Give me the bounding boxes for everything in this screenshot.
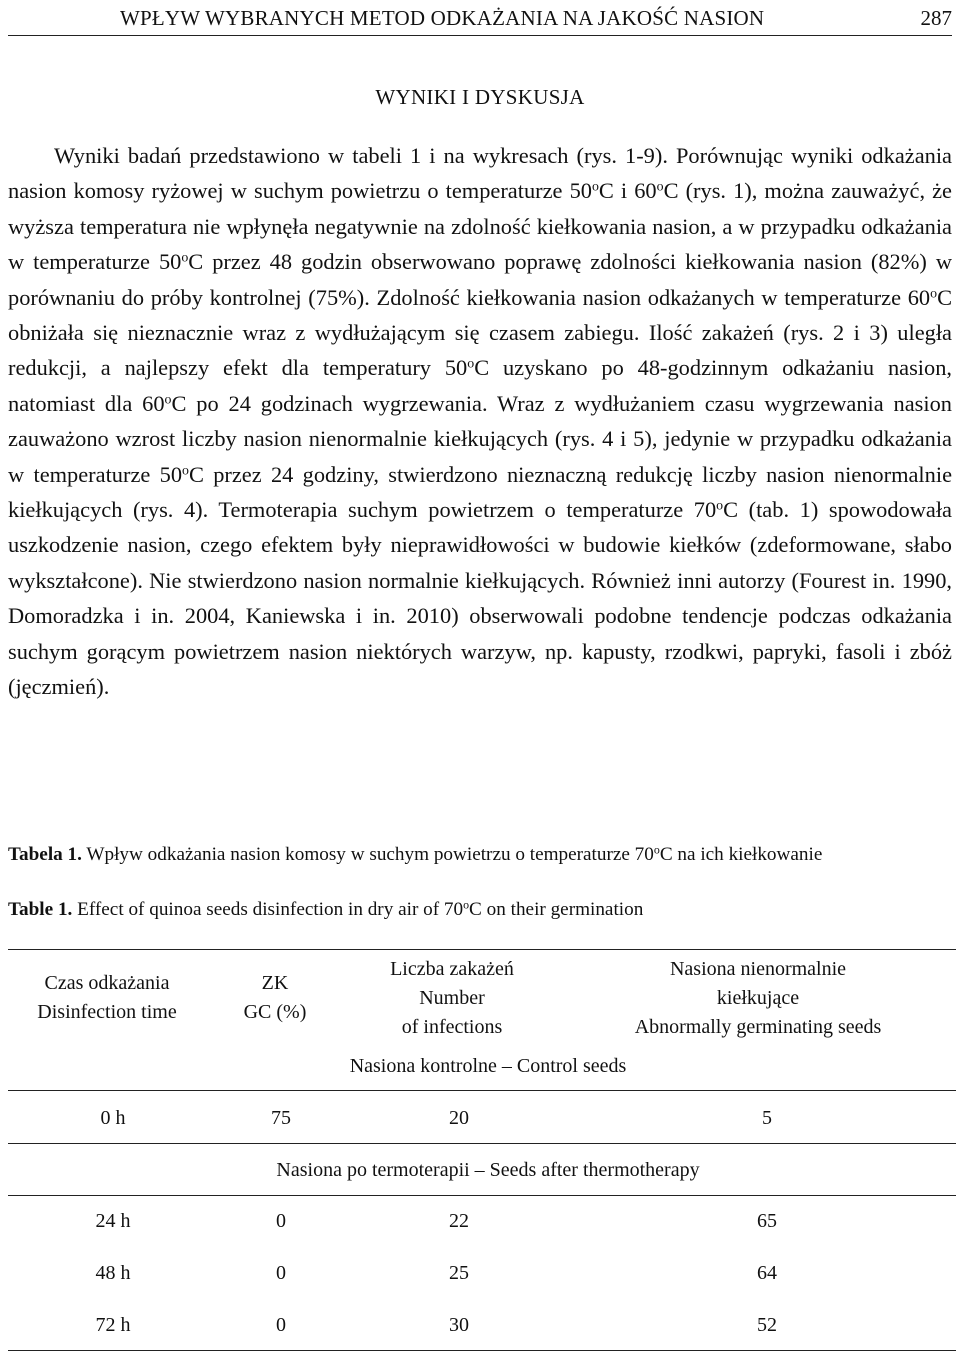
degree-mark: o (164, 392, 172, 408)
header-rule (8, 35, 952, 36)
text-run: C przez 48 godzin obserwowano poprawę zdolności kiełkowania nasion (82%) w porównaniu do próby kontrolnej (75%). Zdolność kiełkowania nasion odkażanych w temperaturze 60 (8, 249, 953, 310)
header-infections (352, 955, 552, 1042)
paragraph-text (8, 138, 952, 705)
header-line: GC (%) (243, 1001, 307, 1023)
running-title: WPŁYW WYBRANYCH METOD ODKAŻANIA NA JAKOŚĆ NASION (120, 6, 765, 30)
cell-time: 24 h (95, 1210, 131, 1232)
header-line: Disinfection time (37, 1001, 177, 1023)
header-line: Czas odkażania (44, 972, 170, 994)
caption-label: Table 1. (8, 899, 73, 920)
header-germination-capacity (220, 969, 330, 1027)
header-line: of infections (401, 1016, 503, 1038)
cell-infections: 20 (449, 1107, 469, 1129)
header-line: ZK (261, 972, 289, 994)
cell-abnormal: 64 (757, 1262, 777, 1284)
caption-text: C na ich kiełkowanie (659, 844, 823, 865)
header-abnormal-seeds (588, 955, 928, 1042)
group-label-thermotherapy: Nasiona po termoterapii – Seeds after thermotherapy (276, 1159, 700, 1181)
text-run: C obniżała się nieznacznie wraz z wydłużającym się czasem zabiegu. Ilość zakażeń (rys. 2 i 3) uległa redukcji, a najlepszy efekt dla temperatury 50 (8, 284, 952, 381)
caption-text: C on their germination (469, 899, 644, 920)
degree-mark: o (181, 250, 189, 266)
running-header (8, 6, 952, 30)
text-run: C uzyskano po 48-godzinnym odkażaniu nasion, natomiast dla 60 (8, 355, 953, 416)
degree-mark: o (182, 463, 189, 479)
caption-text: Effect of quinoa seeds disinfection in dry air of 70 (77, 899, 464, 920)
degree-mark: o (656, 179, 664, 195)
degree-mark: o (930, 286, 938, 301)
cell-time: 48 h (95, 1262, 131, 1284)
degree-mark: o (591, 179, 599, 195)
cell-infections: 30 (449, 1314, 469, 1336)
text-run: C (rys. 1), można zauważyć, że wyższa temperatura nie wpłynęła negatywnie na zdolność kiełkowania nasion, a w przypadku odkażania w temperaturze 50 (8, 178, 952, 275)
text-run: Wyniki badań przedstawiono w tabeli 1 i na wykresach (rys. 1-9). Porównując wyniki odkażania nasion komosy ryżowej w suchym powietrzu o temperaturze 50 (8, 143, 952, 204)
table-rule (8, 1195, 956, 1196)
text-run: C i 60 (598, 178, 657, 204)
header-disinfection-time (8, 969, 206, 1027)
degree-mark: o (467, 356, 475, 372)
page-number: 287 (920, 6, 952, 30)
caption-label: Tabela 1. (8, 844, 82, 865)
group-label-control: Nasiona kontrolne – Control seeds (349, 1055, 627, 1077)
cell-infections: 25 (449, 1262, 469, 1284)
header-line: Number (419, 987, 485, 1009)
header-line: Liczba zakażeń (390, 958, 514, 980)
cell-abnormal: 52 (757, 1314, 777, 1336)
text-run: C (tab. 1) spowodowała uszkodzenie nasion, czego efektem były nieprawidłowości w budowie kiełków (zdeformowane, słabo wykształcone). Nie stwierdzono nasion normalnie kiełkujących. Również inni autorzy (Fourest in. 1990, Domoradzka i in. 2004, Kaniewska i in. 2010) obserwowali podobne tendencje podczas odkażania suchym gorącym powietrzem nasion niektórych warzyw, np. kapusty, rzodkwi, papryki, fasoli i zbóż (jęczmień). (8, 497, 952, 700)
cell-time: 0 h (100, 1107, 126, 1129)
header-line: Nasiona nienormalnie (669, 958, 847, 980)
degree-mark: o (716, 498, 724, 514)
table-rule (8, 1090, 956, 1091)
section-heading: WYNIKI I DYSKUSJA (375, 85, 585, 109)
degree-mark: o (653, 842, 660, 857)
cell-abnormal: 5 (762, 1107, 772, 1129)
cell-time: 72 h (95, 1314, 131, 1336)
degree-mark: o (463, 897, 470, 912)
cell-zk: 0 (276, 1262, 286, 1284)
caption-text: Wpływ odkażania nasion komosy w suchym powietrzu o temperaturze 70 (86, 844, 654, 865)
cell-zk: 0 (276, 1314, 286, 1336)
table-caption-pl (8, 842, 952, 868)
table-caption-en (8, 897, 952, 923)
cell-zk: 0 (276, 1210, 286, 1232)
cell-zk: 75 (271, 1107, 291, 1129)
text-run: C przez 24 godziny, stwierdzono nieznaczną redukcję liczby nasion nienormalnie kiełkujących (rys. 4). Termoterapia suchym powietrzem o temperaturze 70 (8, 461, 953, 523)
results-paragraph (8, 138, 952, 705)
table-rule (8, 949, 956, 950)
header-line: kiełkujące (716, 987, 800, 1009)
header-line: Abnormally germinating seeds (634, 1016, 882, 1038)
cell-abnormal: 65 (757, 1210, 777, 1232)
cell-infections: 22 (449, 1210, 469, 1232)
table-rule (8, 1143, 956, 1144)
text-run: C po 24 godzinach wygrzewania. Wraz z wydłużaniem czasu wygrzewania nasion zauważono wzrost liczby nasion nienormalnie kiełkujących (rys. 4 i 5), jedynie w przypadku odkażania w temperaturze 50 (8, 390, 953, 487)
table-rule (8, 1350, 956, 1351)
